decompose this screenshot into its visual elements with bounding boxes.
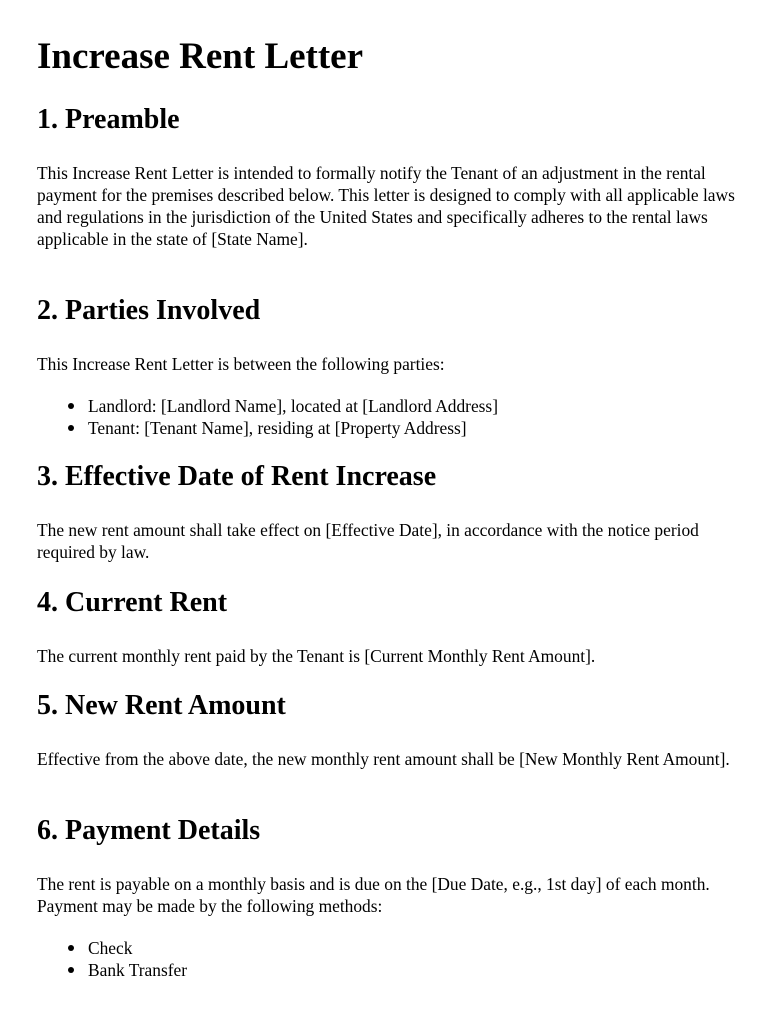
- bullet-icon: [68, 403, 74, 409]
- list-item: [88, 937, 737, 959]
- section-paragraph: This Increase Rent Letter is intended to formally notify the Tenant of an adjustment in the rental payment for the premises described below. This letter is designed to comply with all applicable laws and regulations in the jurisdiction of the United States and specifically adheres to the rental laws applicable in the state of [State Name].: [37, 163, 735, 249]
- section-heading: 1. Preamble: [37, 104, 180, 135]
- section-paragraph: The current monthly rent paid by the Tenant is [Current Monthly Rent Amount].: [37, 646, 596, 666]
- list-item-text: Landlord: [Landlord Name], located at [Landlord Address]: [88, 396, 498, 416]
- section-paragraph: The new rent amount shall take effect on [Effective Date], in accordance with the notice period required by law.: [37, 520, 699, 562]
- section-heading: 3. Effective Date of Rent Increase: [37, 461, 437, 492]
- section-heading: 5. New Rent Amount: [37, 690, 286, 721]
- parties-list: [37, 395, 737, 439]
- bullet-icon: [68, 967, 74, 973]
- document-title: Increase Rent Letter: [37, 36, 364, 77]
- list-item-text: Tenant: [Tenant Name], residing at [Property Address]: [88, 418, 467, 438]
- section-heading: 4. Current Rent: [37, 587, 228, 618]
- payment-methods-list: [37, 937, 737, 981]
- section-parties: [37, 295, 737, 439]
- list-item: [88, 959, 737, 981]
- bullet-icon: [68, 425, 74, 431]
- section-preamble: [37, 104, 737, 250]
- list-item: [88, 417, 737, 439]
- document-page: [37, 0, 737, 980]
- section-current-rent: [37, 587, 737, 667]
- section-paragraph: Effective from the above date, the new monthly rent amount shall be [New Monthly Rent Amount].: [37, 749, 730, 769]
- section-paragraph: This Increase Rent Letter is between the following parties:: [37, 354, 445, 374]
- list-item: [88, 395, 737, 417]
- list-item-text: Check: [88, 938, 133, 958]
- bullet-icon: [68, 945, 74, 951]
- list-item-text: Bank Transfer: [88, 960, 188, 980]
- section-payment-details: [37, 815, 737, 981]
- section-new-rent: [37, 690, 737, 770]
- section-heading: 6. Payment Details: [37, 815, 261, 846]
- section-heading: 2. Parties Involved: [37, 295, 261, 326]
- section-paragraph: The rent is payable on a monthly basis and is due on the [Due Date, e.g., 1st day] of each month. Payment may be made by the following methods:: [37, 874, 710, 916]
- section-effective-date: [37, 461, 737, 563]
